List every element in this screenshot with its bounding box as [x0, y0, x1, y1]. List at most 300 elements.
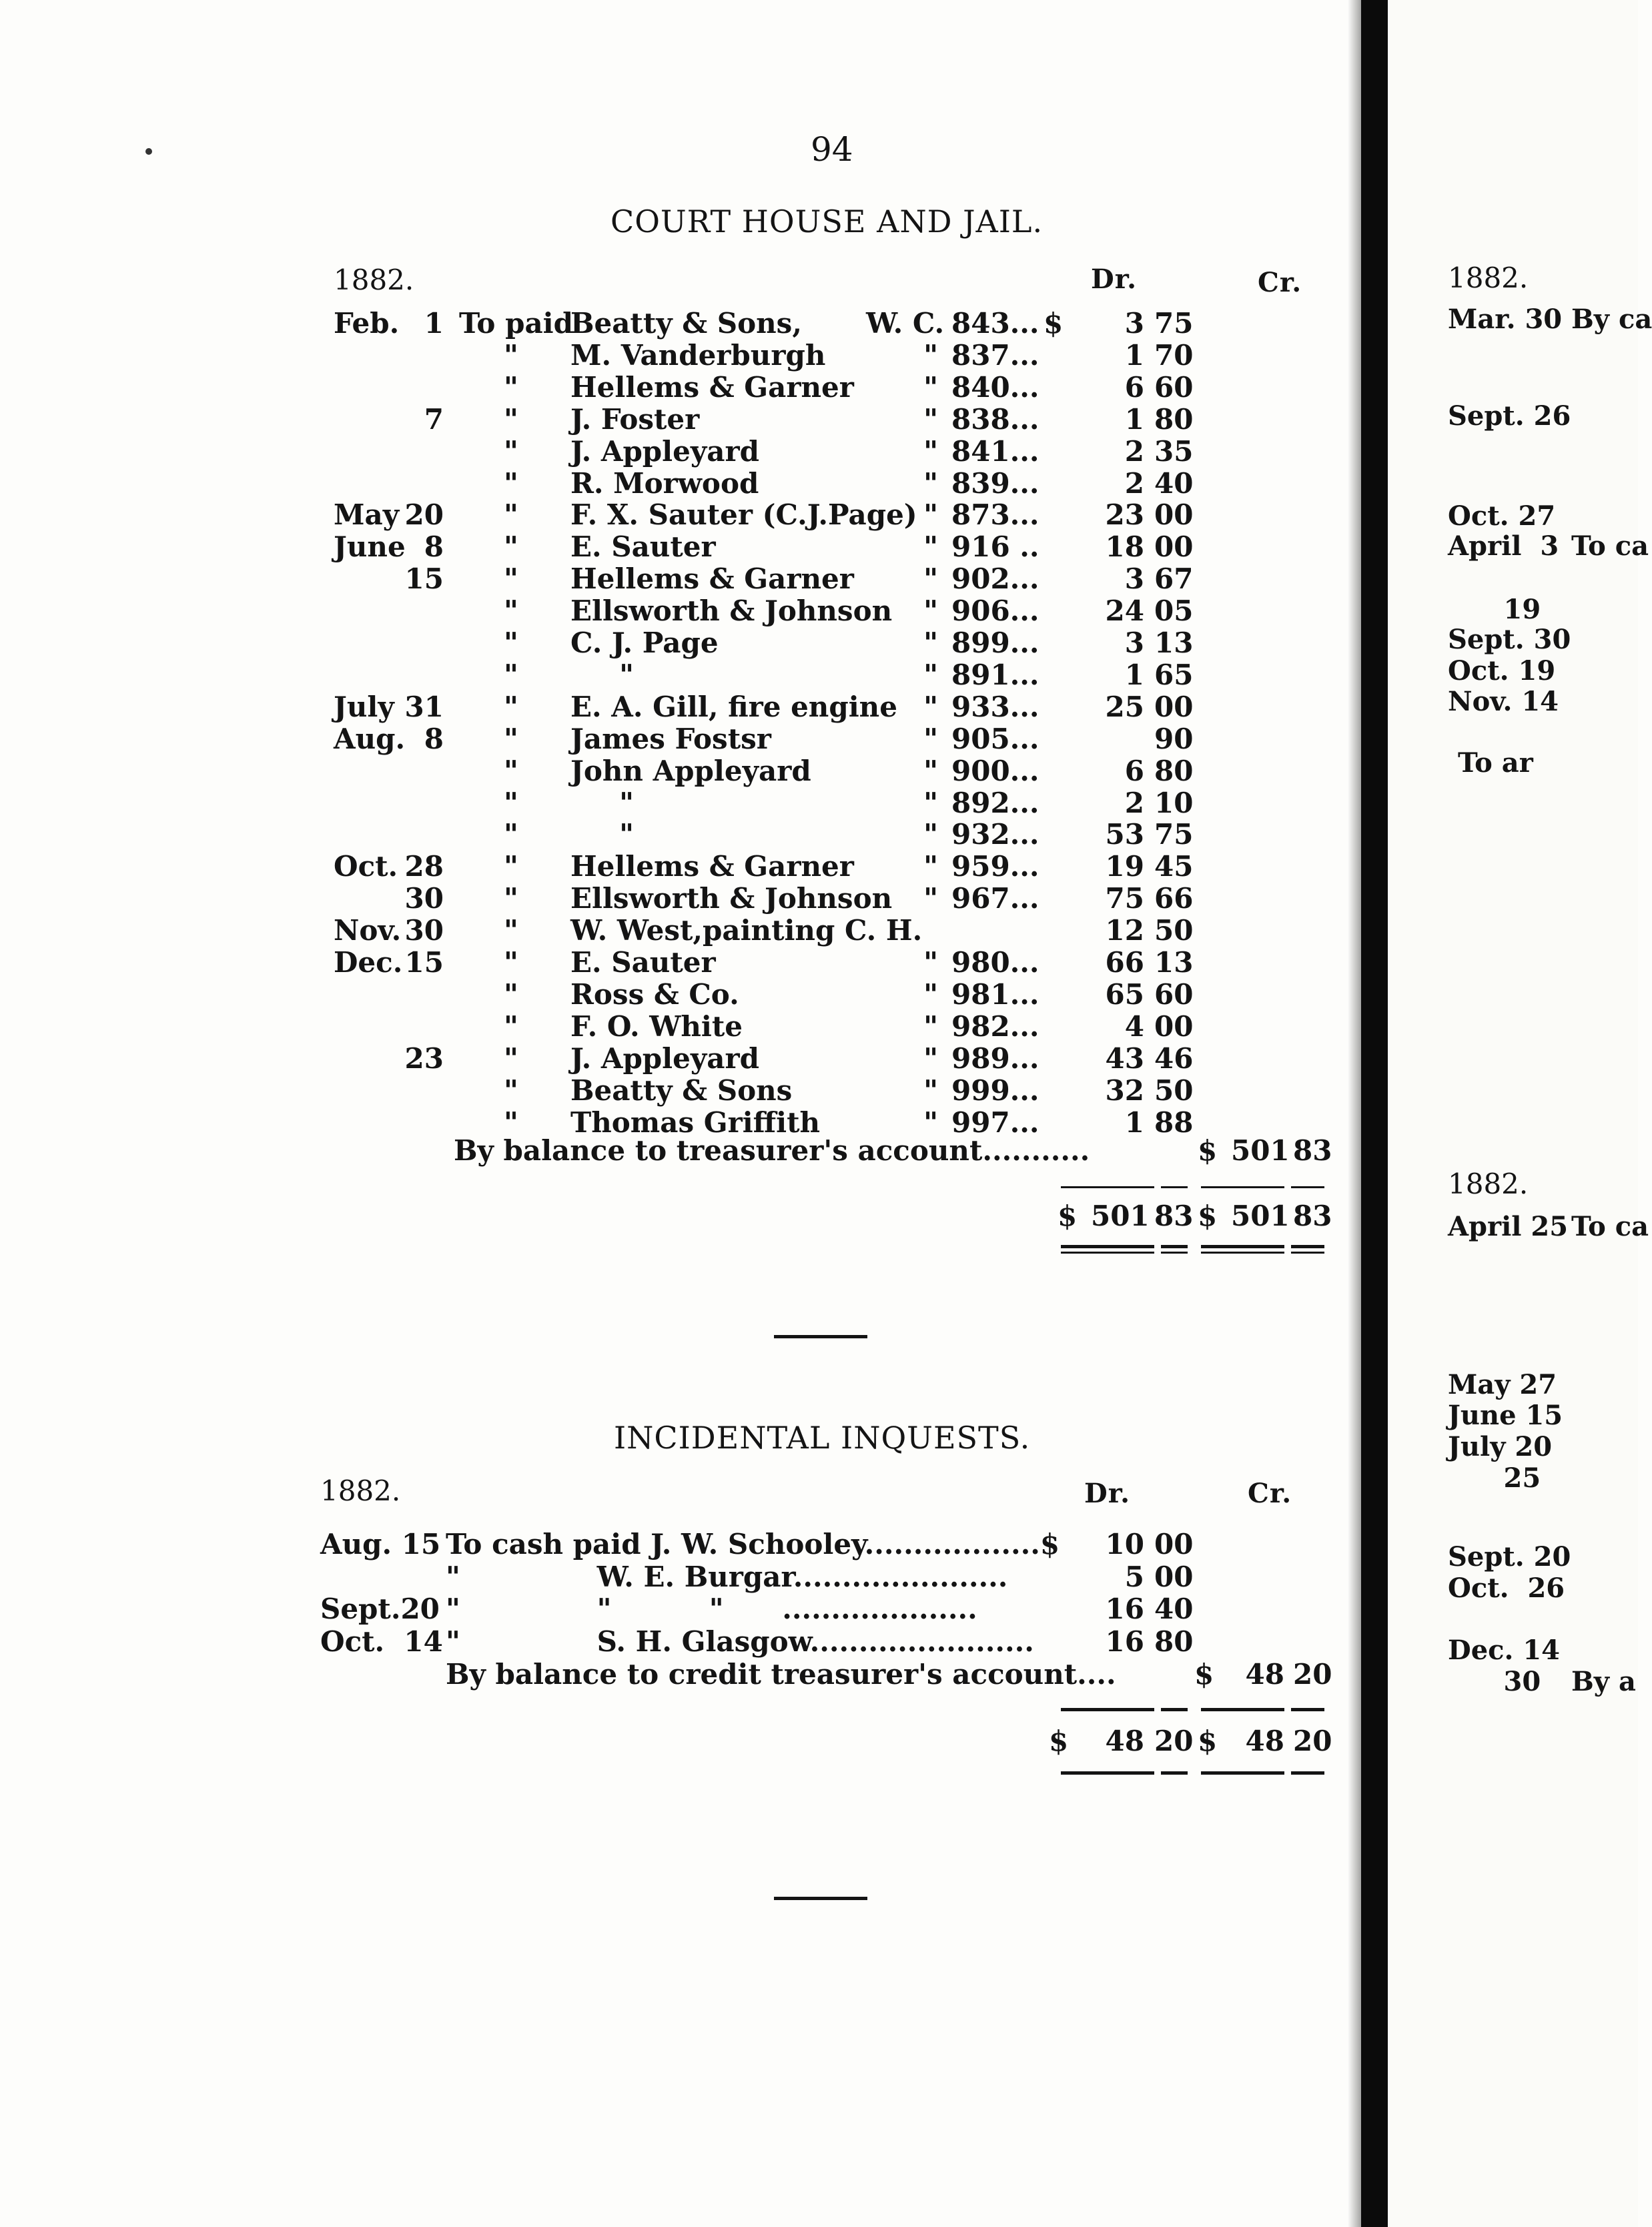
ledger-row [0, 371, 1361, 403]
amount-dollars: 32 [1105, 1073, 1144, 1107]
ledger-row [0, 946, 1361, 978]
ditto-mark: " [504, 370, 518, 404]
warrant-number: 839... [951, 466, 1040, 500]
warrant-prefix: " [923, 882, 938, 915]
entry-date: Sept.20 [320, 1593, 440, 1625]
amount-dollars: 53 [1105, 818, 1144, 851]
amount-cents: 00 [1154, 1009, 1194, 1043]
warrant-prefix: " [923, 850, 938, 883]
court-house-balance-cents: 83 [1293, 1134, 1332, 1167]
warrant-number: 840... [951, 370, 1040, 404]
amount-dollars: 12 [1105, 914, 1144, 947]
right-page-entry [1448, 686, 1559, 717]
payee-name: F. X. Sauter (C.J.Page) [570, 498, 917, 532]
amount-dollars: 23 [1105, 498, 1144, 532]
rule [1161, 1252, 1188, 1254]
rule [1161, 1186, 1188, 1188]
ledger-row [0, 1010, 1361, 1042]
ditto-mark: " [504, 722, 518, 755]
right-page-entry [1448, 304, 1652, 335]
ledger-row [0, 594, 1361, 626]
rule [1161, 1708, 1188, 1711]
amount-dollars: 75 [1105, 882, 1144, 915]
ledger-row [0, 435, 1361, 467]
amount-cents: 05 [1154, 594, 1194, 628]
court-house-total-cr-cents: 83 [1293, 1200, 1332, 1232]
warrant-number: 932... [951, 818, 1040, 851]
rule [1291, 1771, 1324, 1775]
amount-dollars: 1 [1124, 1105, 1144, 1139]
warrant-prefix: " [923, 754, 938, 787]
amount-cents: 10 [1154, 786, 1194, 819]
payee-name: John Appleyard [570, 754, 811, 787]
ditto-mark: " [504, 977, 518, 1011]
inquests-total-cr-dollars: 48 [1245, 1725, 1284, 1757]
entry-date: Aug. 15 [320, 1528, 441, 1561]
inquests-balance-cents: 20 [1293, 1658, 1332, 1691]
amount-cents: 75 [1154, 818, 1194, 851]
amount-cents: 50 [1154, 914, 1194, 947]
amount-cents: 13 [1154, 946, 1194, 979]
inquests-balance-text: By balance to credit treasurer's account.... [446, 1658, 1116, 1691]
ledger-row [0, 1528, 1361, 1560]
entry-text: " W. E. Burgar...................... [446, 1560, 1008, 1593]
date-day: 15 [404, 946, 444, 979]
warrant-number: 967... [951, 882, 1040, 915]
ledger-row [0, 1625, 1361, 1657]
amount-dollars: 3 [1124, 562, 1144, 596]
amount-dollars: 3 [1124, 307, 1144, 340]
right-page-entry-date: June 15 [1448, 1400, 1563, 1431]
warrant-prefix: " [923, 977, 938, 1011]
ditto-mark: " [504, 594, 518, 628]
payee-name: W. West,painting C. H. [570, 914, 923, 947]
right-page-entry-date: Oct. 26 [1448, 1573, 1565, 1604]
warrant-number: 999... [951, 1073, 1040, 1107]
date-month: July [334, 690, 394, 723]
payee-name: Ellsworth & Johnson [570, 594, 893, 628]
warrant-prefix: " [923, 370, 938, 404]
amount-cents: 00 [1154, 498, 1194, 532]
payee-name: C. J. Page [570, 626, 719, 659]
warrant-number: 892... [951, 786, 1040, 819]
amount-cents: 00 [1154, 530, 1194, 564]
right-page-entry-date: Sept. 20 [1448, 1541, 1571, 1573]
warrant-number: 841... [951, 434, 1040, 468]
warrant-prefix: " [923, 1009, 938, 1043]
right-page-entry-date: April 25 [1448, 1211, 1569, 1242]
date-day: 23 [404, 1041, 444, 1075]
rule [1201, 1186, 1284, 1188]
court-house-total-dr-dollar: $ [1058, 1200, 1078, 1232]
payee-name: Thomas Griffith [570, 1105, 821, 1139]
right-page-entry [1448, 1573, 1565, 1604]
inquests-total-dr-dollar: $ [1049, 1725, 1069, 1757]
ledger-row [0, 1074, 1361, 1106]
rule [1061, 1245, 1154, 1248]
payee-name: F. O. White [570, 1009, 743, 1043]
warrant-prefix: " [923, 338, 938, 372]
amount-dollars: 24 [1105, 594, 1144, 628]
warrant-number: 902... [951, 562, 1040, 596]
amount-cents: 40 [1154, 466, 1194, 500]
amount-dollars: 10 [1105, 1528, 1144, 1561]
payee-name: James Fostsr [570, 722, 771, 755]
right-page-entry-date: Oct. 19 [1448, 655, 1556, 687]
right-page-entry-date: Mar. 30 [1448, 304, 1563, 335]
ledger-row [0, 626, 1361, 658]
amount-dollars: 1 [1124, 402, 1144, 436]
warrant-prefix: " [923, 498, 938, 532]
warrant-prefix: " [923, 818, 938, 851]
court-house-total-cr-dollars: 501 [1231, 1200, 1290, 1232]
dollar-sign: $ [1044, 307, 1064, 340]
ditto-mark: " [504, 338, 518, 372]
payee-name: Ross & Co. [570, 977, 739, 1011]
ditto-mark: " [504, 658, 518, 691]
court-house-balance-dollars: 501 [1231, 1134, 1290, 1167]
amount-dollars: 18 [1105, 530, 1144, 564]
amount-cents: 80 [1154, 402, 1194, 436]
right-page-entry-text: By a [1571, 1666, 1636, 1697]
date-month: Dec. [334, 946, 403, 979]
entry-text: To cash paid J. W. Schooley..................$ [446, 1528, 1060, 1561]
warrant-number: 981... [951, 977, 1040, 1011]
inquests-total-cr-cents: 20 [1293, 1725, 1332, 1757]
warrant-number: 980... [951, 946, 1040, 979]
entry-prefix: To paid [459, 307, 573, 340]
payee-name: R. Morwood [570, 466, 759, 500]
rule [1291, 1252, 1324, 1254]
date-day: 8 [424, 530, 444, 564]
right-page-entry [1448, 400, 1571, 432]
payee-name: E. Sauter [570, 530, 716, 564]
right-page-entry-date: Nov. 14 [1448, 686, 1559, 717]
right-page-entry [1448, 594, 1541, 625]
right-page-entry-date: Oct. 27 [1448, 500, 1556, 532]
payee-name: Hellems & Garner [570, 562, 854, 596]
ditto-mark: " [504, 850, 518, 883]
payee-name: Beatty & Sons, [570, 307, 802, 340]
amount-dollars: 66 [1105, 946, 1144, 979]
warrant-number: 837... [951, 338, 1040, 372]
ledger-row [0, 755, 1361, 787]
rule [1201, 1245, 1284, 1248]
payee-name: J. Appleyard [570, 1041, 759, 1075]
payee-name: " [570, 658, 634, 691]
ledger-row [0, 787, 1361, 819]
section-divider [774, 1897, 867, 1900]
amount-dollars: 4 [1124, 1009, 1144, 1043]
right-page-entry-date: 30 [1448, 1666, 1541, 1697]
date-day: 31 [404, 690, 444, 723]
payee-name: Hellems & Garner [570, 850, 854, 883]
right-page-entry-text: By ca [1571, 304, 1652, 335]
warrant-prefix: " [923, 626, 938, 659]
ledger-row [0, 658, 1361, 691]
payee-name: Hellems & Garner [570, 370, 854, 404]
ditto-mark: " [504, 1041, 518, 1075]
amount-dollars: 3 [1124, 626, 1144, 659]
warrant-prefix: " [923, 1073, 938, 1107]
ledger-row [0, 403, 1361, 435]
amount-cents: 88 [1154, 1105, 1194, 1139]
right-page-entry [1448, 655, 1555, 687]
payee-name: " [570, 786, 634, 819]
inquests-year: 1882. [320, 1474, 401, 1507]
right-page-entry [1448, 1462, 1541, 1494]
amount-cents: 50 [1154, 1073, 1194, 1107]
ledger-row [0, 691, 1361, 723]
amount-dollars: 43 [1105, 1041, 1144, 1075]
amount-dollars: 19 [1105, 850, 1144, 883]
amount-cents: 67 [1154, 562, 1194, 596]
court-house-total-cr-dollar: $ [1198, 1200, 1218, 1232]
right-page-entry-date: Dec. 14 [1448, 1635, 1561, 1666]
rule [1161, 1245, 1188, 1248]
right-page-entry [1448, 530, 1649, 562]
amount-cents: 60 [1154, 977, 1194, 1011]
inquests-total-dr-dollars: 48 [1105, 1725, 1144, 1757]
entry-text: " " " .................... [446, 1593, 977, 1625]
ditto-mark: " [504, 690, 518, 723]
ditto-mark: " [504, 754, 518, 787]
ditto-mark: " [504, 1073, 518, 1107]
warrant-prefix: " [923, 594, 938, 628]
warrant-number: 997... [951, 1105, 1040, 1139]
date-day: 15 [404, 562, 444, 596]
warrant-number: 982... [951, 1009, 1040, 1043]
ditto-mark: " [504, 882, 518, 915]
ledger-row [0, 307, 1361, 339]
amount-cents: 35 [1154, 434, 1194, 468]
date-month: June [334, 530, 406, 564]
ledger-row [0, 818, 1361, 850]
amount-cents: 80 [1154, 1625, 1194, 1658]
right-page-entry [1448, 1635, 1560, 1666]
amount-cents: 75 [1154, 307, 1194, 340]
warrant-number: 905... [951, 722, 1040, 755]
right-page-entry-date: 19 [1448, 594, 1541, 625]
date-month: Nov. [334, 914, 402, 947]
rule [1201, 1708, 1284, 1711]
ledger-row [0, 914, 1361, 946]
rule [1061, 1771, 1154, 1775]
amount-dollars: 65 [1105, 977, 1144, 1011]
right-page-entry-date: Sept. 26 [1448, 400, 1571, 432]
date-day: 30 [404, 882, 444, 915]
section-divider [774, 1335, 867, 1338]
amount-dollars: 2 [1124, 466, 1144, 500]
ledger-row [0, 339, 1361, 371]
ditto-mark: " [504, 786, 518, 819]
date-month: Aug. [334, 722, 406, 755]
inquests-total-cr-dollar: $ [1198, 1725, 1218, 1757]
ledger-row [0, 1042, 1361, 1074]
payee-name: E. Sauter [570, 946, 716, 979]
ditto-mark: " [504, 914, 518, 947]
ditto-mark: " [504, 1009, 518, 1043]
ditto-mark: " [504, 402, 518, 436]
warrant-prefix: " [923, 402, 938, 436]
ditto-mark: " [504, 434, 518, 468]
right-page [1388, 0, 1652, 2227]
rule [1291, 1708, 1324, 1711]
warrant-number: 900... [951, 754, 1040, 787]
warrant-number: 906... [951, 594, 1040, 628]
payee-name: " [570, 818, 634, 851]
ledger-row [0, 562, 1361, 594]
right-page-entry [1448, 1400, 1563, 1431]
right-page-entry [1448, 1369, 1557, 1400]
right-page-entry-text: To ar [1458, 747, 1533, 779]
right-page-entry-date: 25 [1448, 1462, 1541, 1494]
ditto-mark: " [504, 530, 518, 564]
right-page-year: 1882. [1448, 1168, 1529, 1200]
warrant-prefix: " [923, 786, 938, 819]
warrant-prefix: " [923, 658, 938, 691]
amount-cents: 60 [1154, 370, 1194, 404]
right-page-entry [1448, 1431, 1552, 1462]
ditto-mark: " [504, 466, 518, 500]
amount-cents: 45 [1154, 850, 1194, 883]
amount-dollars: 5 [1124, 1560, 1144, 1593]
ledger-row [0, 723, 1361, 755]
warrant-prefix: " [923, 562, 938, 596]
warrant-number: 916 .. [951, 530, 1040, 564]
ditto-mark: " [504, 498, 518, 532]
warrant-number: 933... [951, 690, 1040, 723]
warrant-number: 843... [951, 307, 1040, 340]
ledger-row [0, 882, 1361, 914]
amount-cents: 40 [1154, 1593, 1194, 1625]
amount-cents: 66 [1154, 882, 1194, 915]
warrant-number: 838... [951, 402, 1040, 436]
amount-cents: 00 [1154, 1560, 1194, 1593]
court-house-balance-text: By balance to treasurer's account........... [454, 1134, 1090, 1167]
ditto-mark: " [504, 818, 518, 851]
right-page-entry-date: April 3 [1448, 530, 1559, 562]
entry-text: " S. H. Glasgow....................... [446, 1625, 1034, 1658]
speck [145, 148, 152, 155]
amount-cents: 70 [1154, 338, 1194, 372]
court-house-total-dr-cents: 83 [1154, 1200, 1194, 1232]
right-page-year: 1882. [1448, 262, 1529, 294]
payee-name: J. Appleyard [570, 434, 759, 468]
warrant-prefix: " [923, 722, 938, 755]
ledger-row [0, 1593, 1361, 1625]
warrant-prefix: " [923, 466, 938, 500]
payee-name: J. Foster [570, 402, 700, 436]
ledger-row [0, 1106, 1361, 1138]
amount-cents: 80 [1154, 754, 1194, 787]
date-day: 20 [404, 498, 444, 532]
warrant-prefix: " [923, 1105, 938, 1139]
court-house-total-dr-dollars: 501 [1091, 1200, 1150, 1232]
right-page-entry [1448, 1666, 1636, 1697]
ditto-mark: " [504, 626, 518, 659]
warrant-prefix: " [923, 1041, 938, 1075]
right-page-entry [1448, 624, 1571, 655]
warrant-number: 989... [951, 1041, 1040, 1075]
amount-dollars: 16 [1105, 1625, 1144, 1658]
date-day: 1 [424, 307, 444, 340]
payee-name: M. Vanderburgh [570, 338, 826, 372]
court-house-cr-label: Cr. [1258, 267, 1302, 298]
inquests-dr-label: Dr. [1084, 1478, 1131, 1509]
ditto-mark: " [504, 1105, 518, 1139]
warrant-number: 873... [951, 498, 1040, 532]
amount-cents: 65 [1154, 658, 1194, 691]
date-day: 7 [424, 402, 444, 436]
amount-dollars: 16 [1105, 1593, 1144, 1625]
inquests-title: INCIDENTAL INQUESTS. [614, 1420, 1031, 1456]
date-month: Feb. [334, 307, 400, 340]
amount-dollars: 1 [1124, 338, 1144, 372]
right-page-entry-text: To ca [1571, 530, 1649, 562]
payee-name: E. A. Gill, fire engine [570, 690, 897, 723]
amount-dollars: 2 [1124, 434, 1144, 468]
date-day: 8 [424, 722, 444, 755]
warrant-prefix: " [923, 434, 938, 468]
inquests-total-dr-cents: 20 [1154, 1725, 1194, 1757]
warrant-number: 891... [951, 658, 1040, 691]
date-day: 28 [404, 850, 444, 883]
page-gutter-shadow [1348, 0, 1361, 2227]
ledger-row [0, 498, 1361, 530]
rule [1201, 1252, 1284, 1254]
warrant-prefix: " [923, 690, 938, 723]
warrant-number: 899... [951, 626, 1040, 659]
right-page-entry-date: July 20 [1448, 1431, 1553, 1462]
warrant-prefix: " [923, 946, 938, 979]
court-house-title: COURT HOUSE AND JAIL. [610, 203, 1044, 240]
right-page-entry [1448, 500, 1555, 532]
ledger-row [0, 978, 1361, 1010]
rule [1291, 1186, 1324, 1188]
payee-name: Ellsworth & Johnson [570, 882, 893, 915]
inquests-cr-label: Cr. [1248, 1478, 1292, 1509]
ledger-row [0, 530, 1361, 562]
page-number: 94 [811, 130, 853, 169]
court-house-balance-dollar: $ [1198, 1134, 1218, 1167]
amount-dollars: 6 [1124, 370, 1144, 404]
ledger-row [0, 1561, 1361, 1593]
inquests-balance-dollars: 48 [1245, 1658, 1284, 1691]
date-month: Oct. [334, 850, 398, 883]
entry-date: Oct. 14 [320, 1625, 443, 1658]
date-month: May [334, 498, 400, 532]
payee-name: Beatty & Sons [570, 1073, 793, 1107]
amount-dollars: 1 [1124, 658, 1144, 691]
right-page-entry-date: Sept. 30 [1448, 624, 1571, 655]
amount-cents: 00 [1154, 1528, 1194, 1561]
rule [1161, 1771, 1188, 1775]
rule [1291, 1245, 1324, 1248]
court-house-year: 1882. [334, 264, 414, 296]
amount-cents: 00 [1154, 690, 1194, 723]
page-gutter [1361, 0, 1388, 2227]
right-page-entry [1448, 1211, 1649, 1242]
amount-cents: 13 [1154, 626, 1194, 659]
ledger-row [0, 467, 1361, 499]
warrant-prefix: W. C. [866, 307, 945, 340]
rule [1061, 1252, 1154, 1254]
date-day: 30 [404, 914, 444, 947]
amount-dollars: 6 [1124, 754, 1144, 787]
amount-dollars: 25 [1105, 690, 1144, 723]
ledger-row [0, 850, 1361, 882]
